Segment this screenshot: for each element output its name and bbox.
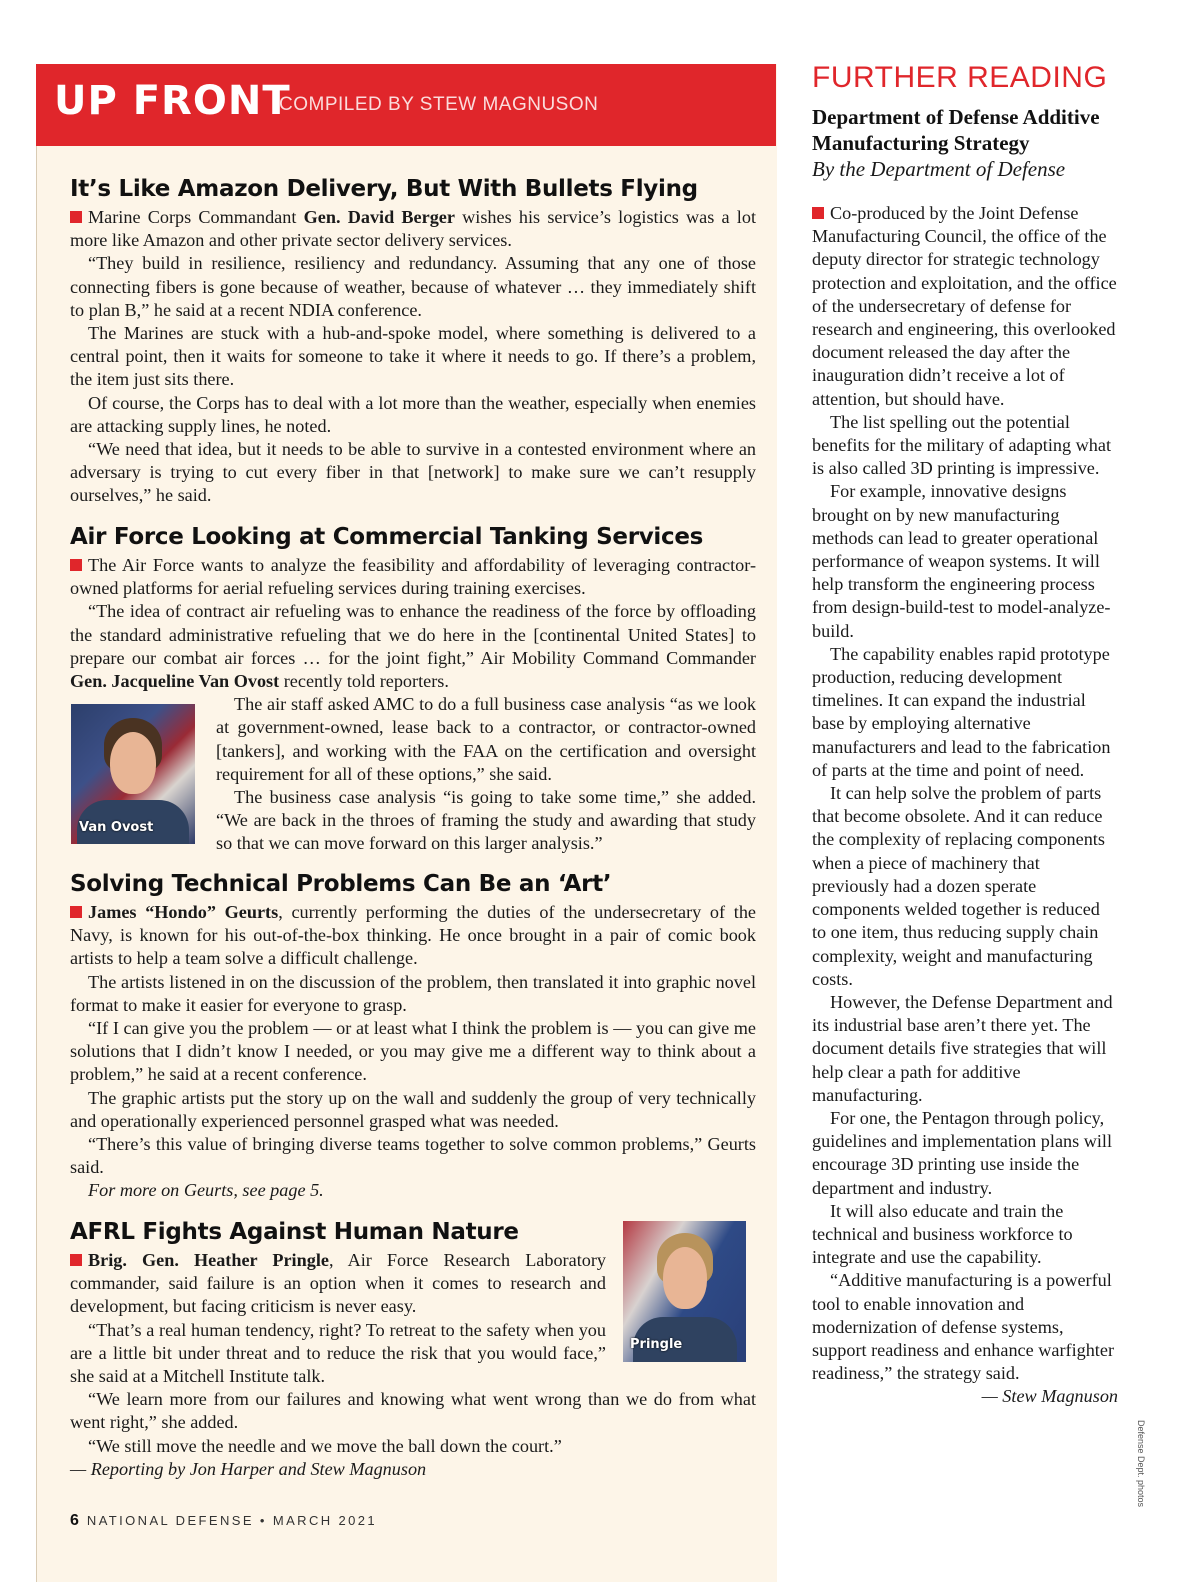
article-paragraph: Of course, the Corps has to deal with a lot more than the weather, especially when enemies are attacking supply lines, he noted. xyxy=(70,392,756,436)
article-amazon-delivery xyxy=(70,174,756,508)
article-headline: Solving Technical Problems Can Be an ‘Art’ xyxy=(70,871,612,897)
article-lead: Brig. Gen. Heather Pringle, Air Force Research Laboratory commander, said failure is an option when it comes to research and development, but facing criticism is never easy. xyxy=(70,1250,606,1317)
article-paragraph: “We learn more from our failures and knowing what went wrong than we do from what went right,” she added. xyxy=(70,1389,756,1433)
red-square-icon xyxy=(70,906,82,918)
sidebar-paragraph: However, the Defense Department and its industrial base aren’t there yet. The document details five strategies that will help clear a path for additive manufacturing. xyxy=(812,991,1113,1105)
article-paragraph: The air staff asked AMC to do a full business case analysis “as we look at government-owned, lease back to a contractor, or contractor-owned [tankers], and working with the FAA on the certification and oversight requirement for all of these options,” she said. xyxy=(216,694,756,784)
face xyxy=(663,1247,707,1309)
person-name: Gen. David Berger xyxy=(303,207,455,227)
article-headline: It’s Like Amazon Delivery, But With Bullets Flying xyxy=(70,176,698,202)
article-paragraph: The Marines are stuck with a hub-and-spoke model, where something is delivered to a central point, then it waits for someone to take it where it needs to go. If there’s a problem, the item just sits there. xyxy=(70,323,756,390)
sidebar-lead: Co-produced by the Joint Defense Manufacturing Council, the office of the deputy director for strategic technology protection and exploitation, and the office of the undersecretary of defense for research and engineering, this overlooked document released the day after the inauguration didn’t receive a lot of attention, but should have. xyxy=(812,203,1117,409)
person-name: Gen. Jacqueline Van Ovost xyxy=(70,671,280,692)
article-headline: Air Force Looking at Commercial Tanking Services xyxy=(70,524,704,550)
sidebar-paragraph: The list spelling out the potential benefits for the military of adapting what is also called 3D printing is impressive. xyxy=(812,411,1111,479)
section-title: UP FRONT xyxy=(54,78,291,124)
person-name: James “Hondo” Geurts xyxy=(88,902,279,922)
photo-credit: Defense Dept. photos xyxy=(1136,1420,1146,1508)
article-paragraph: “We still move the needle and we move the ball down the court.” xyxy=(88,1435,562,1456)
pringle-photo xyxy=(623,1221,746,1362)
sidebar-signature: — Stew Magnuson xyxy=(981,1386,1118,1407)
sidebar-paragraph: For example, innovative designs brought on by new manufacturing methods can lead to greater operational performance of weapon systems. It will help transform the engineering process from design-build-test to model-analyze-build. xyxy=(812,481,1111,641)
article-paragraph: The business case analysis “is going to take some time,” she added. “We are back in the throes of framing the study and awarding that study so that we can move forward on this larger analysis.” xyxy=(216,787,756,854)
article-lead: Marine Corps Commandant Gen. David Berger wishes his service’s logistics was a lot more like Amazon and other private sector delivery services. xyxy=(70,207,756,251)
face xyxy=(110,732,156,794)
red-square-icon xyxy=(70,211,82,223)
article-lead: James “Hondo” Geurts, currently performing the duties of the undersecretary of the Navy, is known for his out-of-the-box thinking. He once brought in a pair of comic book artists to help a team solve a difficult challenge. xyxy=(70,902,757,969)
red-square-icon xyxy=(70,559,82,571)
red-square-icon xyxy=(812,207,824,219)
article-paragraph: “There’s this value of bringing diverse teams together to solve common problems,” Geurts said. xyxy=(70,1134,756,1178)
sidebar-paragraph: It will also educate and train the technical and business workforce to integrate and use the capability. xyxy=(812,1200,1073,1268)
photo-caption: Pringle xyxy=(630,1337,683,1352)
article-paragraph: The artists listened in on the discussion of the problem, then translated it into graphic novel format to make it easier for everyone to grasp. xyxy=(70,971,756,1015)
article-lead: The Air Force wants to analyze the feasibility and affordability of leveraging contractor-owned platforms for aerial refueling services during training exercises. xyxy=(70,555,756,599)
photo-wrap-text xyxy=(216,693,756,855)
book-author: By the Department of Defense xyxy=(812,157,1066,181)
article-technical-problems xyxy=(70,869,756,1203)
sidebar-paragraph: The capability enables rapid prototype production, reducing development timelines. It can expand the industrial base by employing alternative manufacturers and lead to the fabrication of parts at the time and point of need. xyxy=(812,643,1111,780)
sidebar-paragraph: “Additive manufacturing is a powerful tool to enable innovation and modernization of defense systems, support readiness and enhance warfighter readiness,” the strategy said. xyxy=(812,1270,1114,1384)
article-paragraph: “That’s a real human tendency, right? To retreat to the safety when you are a little bit under threat and to reduce the risk that you would face,” she said at a Mitchell Institute talk. xyxy=(70,1319,606,1387)
see-also-note: For more on Geurts, see page 5. xyxy=(88,1180,324,1201)
article-paragraph: “The idea of contract air refueling was to enhance the readiness of the force by offloading the standard administrative refueling that we do here in the [continental United States] to prepare our combat air forces … for the joint fight,” Air Mobility Command Commander Gen. Jacqueline Van Ovost recently told reporters. xyxy=(70,601,756,692)
article-paragraph: “If I can give you the problem — or at least what I think the problem is — you can give me solutions that I didn’t know I needed, or you may give me a different way to think about a problem,” he said at a recent conference. xyxy=(70,1018,756,1085)
person-name: Brig. Gen. Heather Pringle xyxy=(88,1250,329,1270)
article-paragraph: The graphic artists put the story up on the wall and suddenly the group of very technically and operationally experienced personnel grasped what was needed. xyxy=(70,1087,756,1131)
book-title: Department of Defense Additive Manufacturing Strategy xyxy=(812,105,1100,155)
page-footer xyxy=(70,1512,377,1530)
sidebar-paragraph: For one, the Pentagon through policy, guidelines and implementation plans will encourage 3D printing use inside the department and industry. xyxy=(812,1107,1113,1198)
van-ovost-photo xyxy=(71,704,195,844)
page-number: 6 xyxy=(70,1512,79,1529)
section-credit: COMPILED BY STEW MAGNUSON xyxy=(279,94,599,115)
section-banner xyxy=(36,64,776,146)
sidebar-paragraph: It can help solve the problem of parts that become obsolete. And it can reduce the complexity of replacing components when a piece of machinery that previously had a dozen sperate components welded together is reduced to one item, thus reducing supply chain complexity, weight and manufacturing costs. xyxy=(812,783,1105,989)
reporting-credit: — Reporting by Jon Harper and Stew Magnuson xyxy=(70,1458,427,1479)
red-square-icon xyxy=(70,1254,82,1266)
article-headline: AFRL Fights Against Human Nature xyxy=(70,1219,519,1245)
article-paragraph: “We need that idea, but it needs to be able to survive in a contested environment where an adversary is trying to cut every fiber in that [network] to make sure we can’t resupply ourselves,” he said. xyxy=(70,439,756,506)
publication-line: NATIONAL DEFENSE • MARCH 2021 xyxy=(86,1513,378,1528)
further-reading-sidebar xyxy=(812,58,1118,1409)
sidebar-heading: FURTHER READING xyxy=(812,61,1108,94)
photo-caption: Van Ovost xyxy=(79,820,154,835)
photo-wrap-text xyxy=(70,1249,606,1388)
article-paragraph: “They build in resilience, resiliency and redundancy. Assuming that any one of those connecting fibers is gone because of weather, because of whatever … they immediately shift to plan B,” he said at a recent NDIA conference. xyxy=(70,253,756,320)
